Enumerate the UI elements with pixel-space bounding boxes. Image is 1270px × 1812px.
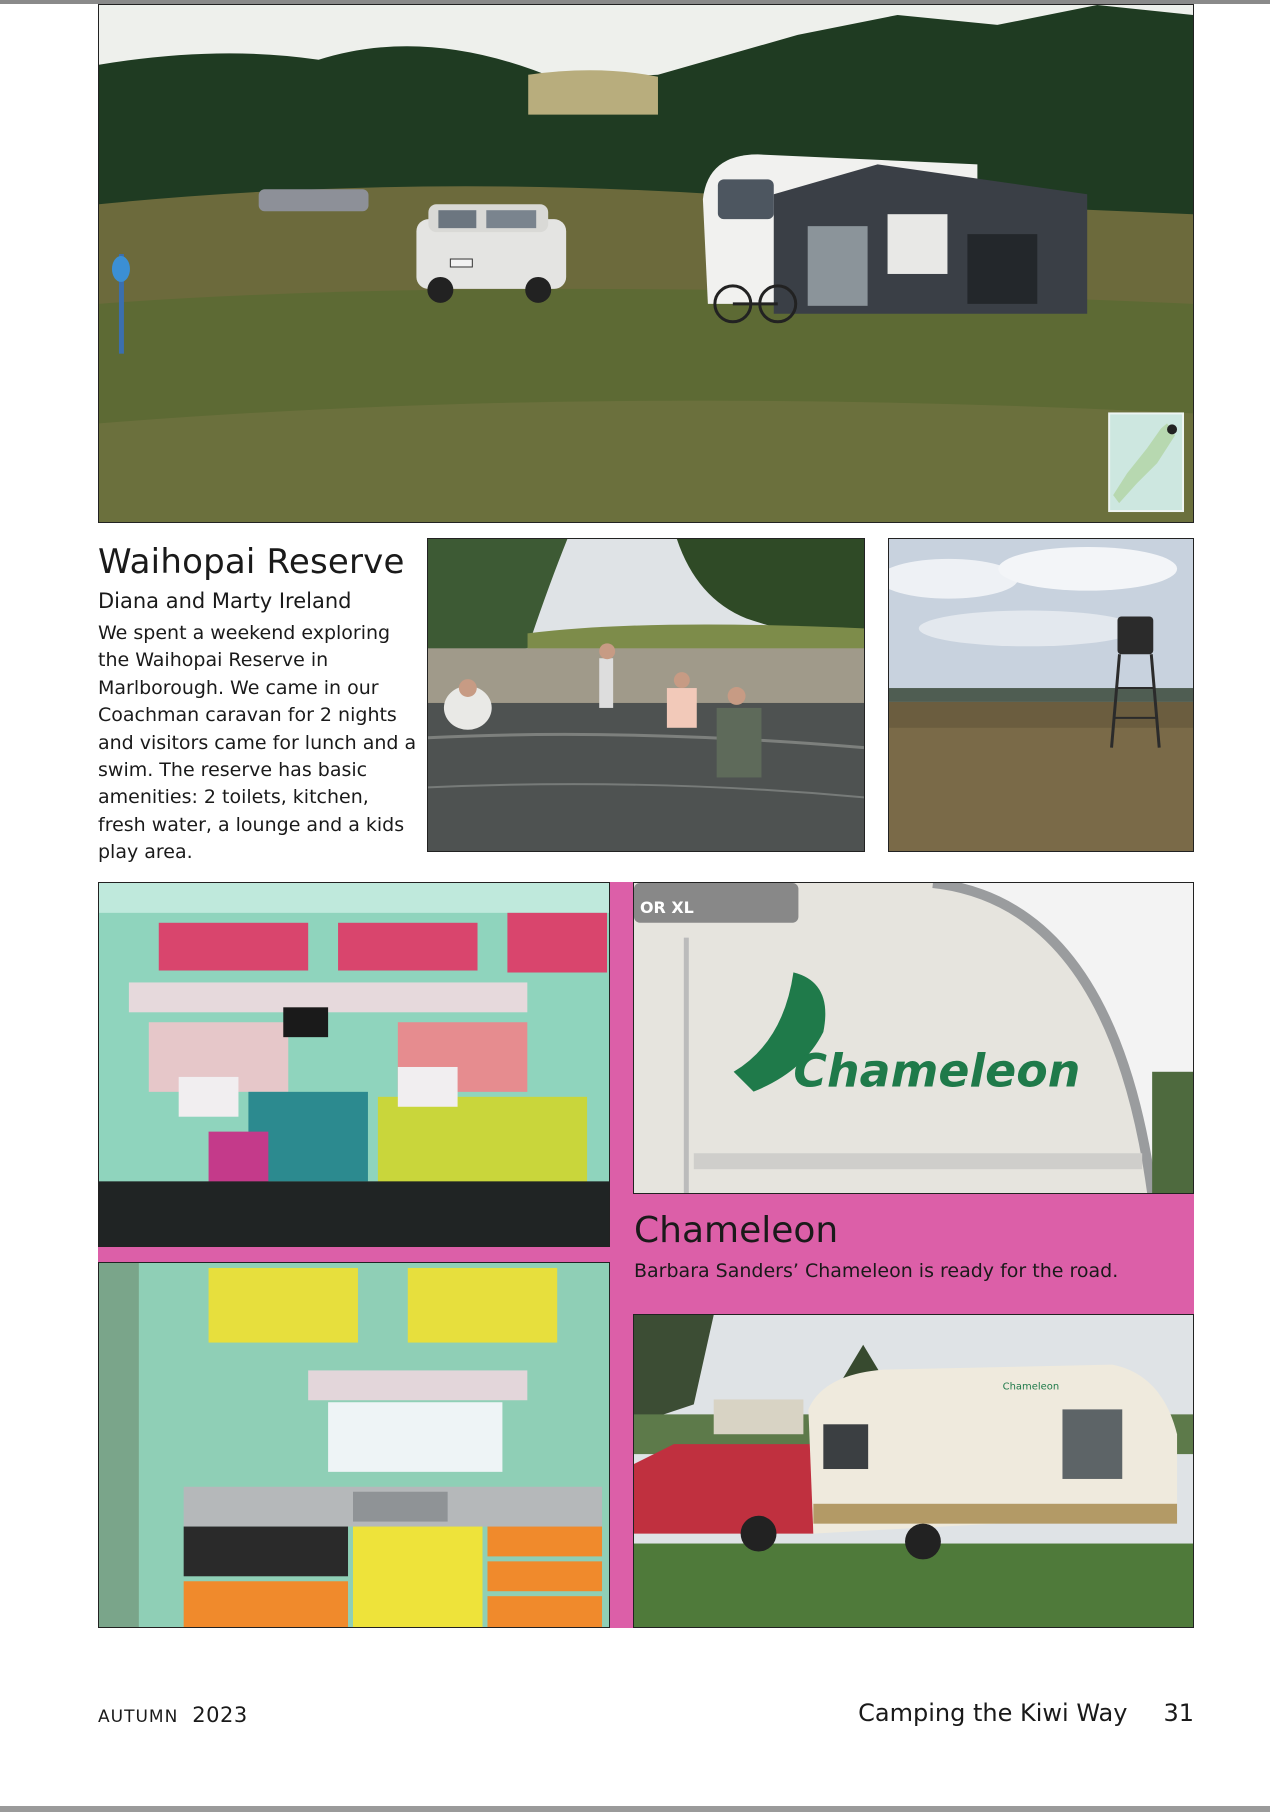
water-tower-photo [888, 538, 1194, 852]
chameleon-caravan-photo [633, 1314, 1194, 1628]
chameleon-decal-text: Chameleon [793, 1044, 1081, 1098]
footer-issue [98, 1702, 248, 1730]
footer-magazine [858, 1698, 1194, 1728]
footer-magazine-title: Camping the Kiwi Way [858, 1699, 1128, 1727]
story-byline: Diana and Marty Ireland [98, 589, 352, 613]
chameleon-title: Chameleon [634, 1210, 839, 1251]
river-people-photo [427, 538, 865, 852]
caravan-interior-kitchen-photo [98, 1262, 610, 1628]
caravan-interior-beds-photo [98, 882, 610, 1247]
chameleon-decal-photo [633, 882, 1194, 1194]
caravan-side-logo: Chameleon [1002, 1381, 1060, 1393]
footer-season: AUTUMN [98, 1707, 179, 1727]
chameleon-caption: Barbara Sanders’ Chameleon is ready for the road. [634, 1260, 1119, 1282]
footer-page-number: 31 [1163, 1699, 1194, 1727]
caravan-badge-text: OR XL [639, 897, 694, 917]
hero-campsite-photo [98, 4, 1194, 523]
story-body: We spent a weekend exploring the Waihopai Reserve in Marlborough. We came in our Coachman caravan for 2 nights and visitors came for lunch and a swim. The reserve has basic amenities: 2 toilets, kitchen, fresh water, a lounge and a kids play area. [98, 622, 417, 864]
story-title: Waihopai Reserve [98, 542, 405, 582]
suv [416, 204, 566, 303]
footer-year: 2023 [192, 1703, 248, 1727]
bottom-edge-bar [0, 1806, 1270, 1812]
